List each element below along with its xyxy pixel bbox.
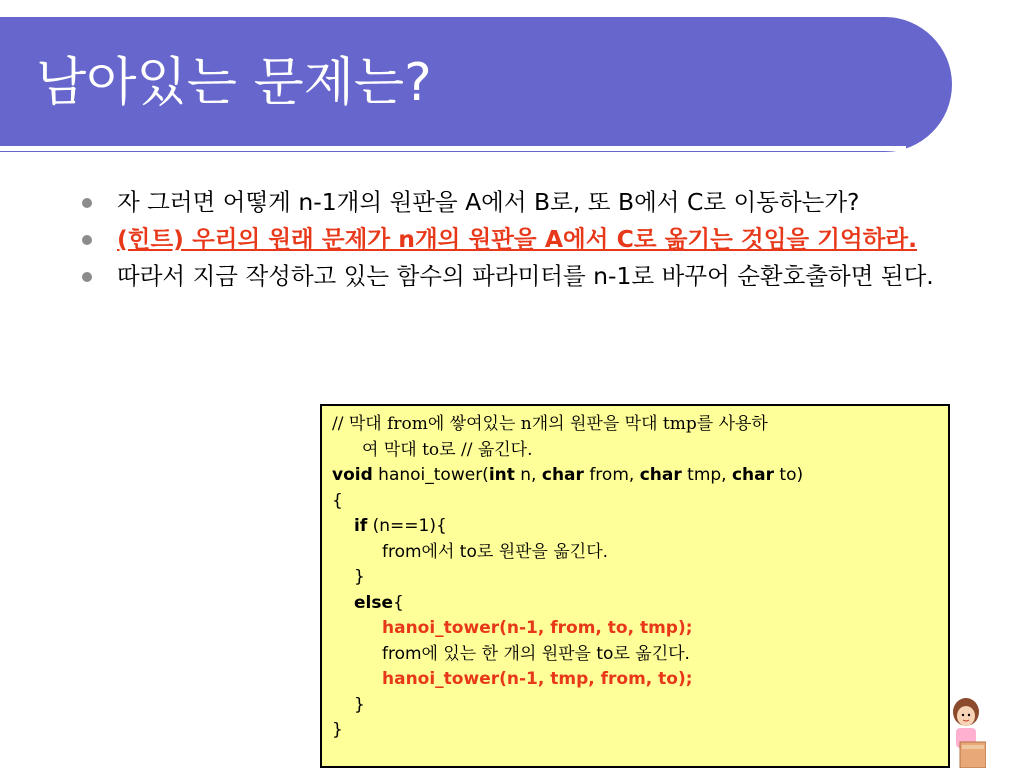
code-recursive-call: hanoi_tower(n-1, tmp, from, to); xyxy=(382,669,693,689)
code-open-brace: { xyxy=(332,490,343,511)
code-text: hanoi_tower( xyxy=(372,465,489,485)
code-close-brace: } xyxy=(354,567,365,587)
bullet-dot-icon xyxy=(82,272,92,282)
code-keyword: if xyxy=(354,516,368,536)
slide-title: 남아있는 문제는? xyxy=(36,53,432,113)
cartoon-girl-icon xyxy=(946,690,986,768)
code-keyword: char xyxy=(639,465,682,485)
code-base-move: from에서 to로 원판을 옮긴다. xyxy=(382,541,609,562)
bullet-dot-icon xyxy=(82,198,92,208)
bullet-text: 자 그러면 어떻게 n-1개의 원판을 A에서 B로, 또 B에서 C로 이동하는가? xyxy=(117,188,860,216)
code-text: { xyxy=(393,592,404,613)
bullet-item xyxy=(82,186,942,219)
bullet-dot-icon xyxy=(82,235,92,245)
bullet-text: (힌트) 우리의 원래 문제가 n개의 원판을 A에서 C로 옮기는 것임을 기억하라. xyxy=(117,225,918,253)
bullet-list xyxy=(82,186,942,297)
bullet-item-hint xyxy=(82,223,942,256)
code-box xyxy=(320,404,950,768)
code-text: n, xyxy=(514,465,542,485)
code-text: to) xyxy=(774,465,804,485)
code-move-one: from에 있는 한 개의 원판을 to로 옮긴다. xyxy=(382,643,690,664)
code-close-brace: } xyxy=(354,694,365,715)
code-close-brace: } xyxy=(332,720,343,740)
code-keyword: int xyxy=(488,465,515,485)
bullet-item xyxy=(82,260,942,293)
title-banner xyxy=(0,17,952,152)
code-else-line xyxy=(332,591,940,617)
code-keyword: else xyxy=(354,592,394,613)
code-comment-line: 여 막대 to로 // 옮긴다. xyxy=(362,439,533,460)
code-recursive-call: hanoi_tower(n-1, from, to, tmp); xyxy=(382,618,693,638)
code-keyword: char xyxy=(541,465,584,485)
code-function-signature xyxy=(332,463,940,489)
code-text: tmp, xyxy=(681,465,732,485)
code-if-line xyxy=(332,514,940,540)
code-text: (n==1){ xyxy=(367,516,447,536)
code-comment-line: // 막대 from에 쌓여있는 n개의 원판을 막대 tmp를 사용하 xyxy=(332,414,768,434)
code-text: from, xyxy=(583,465,640,485)
bullet-text: 따라서 지금 작성하고 있는 함수의 파라미터를 n-1로 바꾸어 순환호출하면 된다. xyxy=(117,262,934,290)
title-underline xyxy=(0,146,906,151)
code-keyword: char xyxy=(731,465,775,485)
code-keyword: void xyxy=(332,465,373,485)
